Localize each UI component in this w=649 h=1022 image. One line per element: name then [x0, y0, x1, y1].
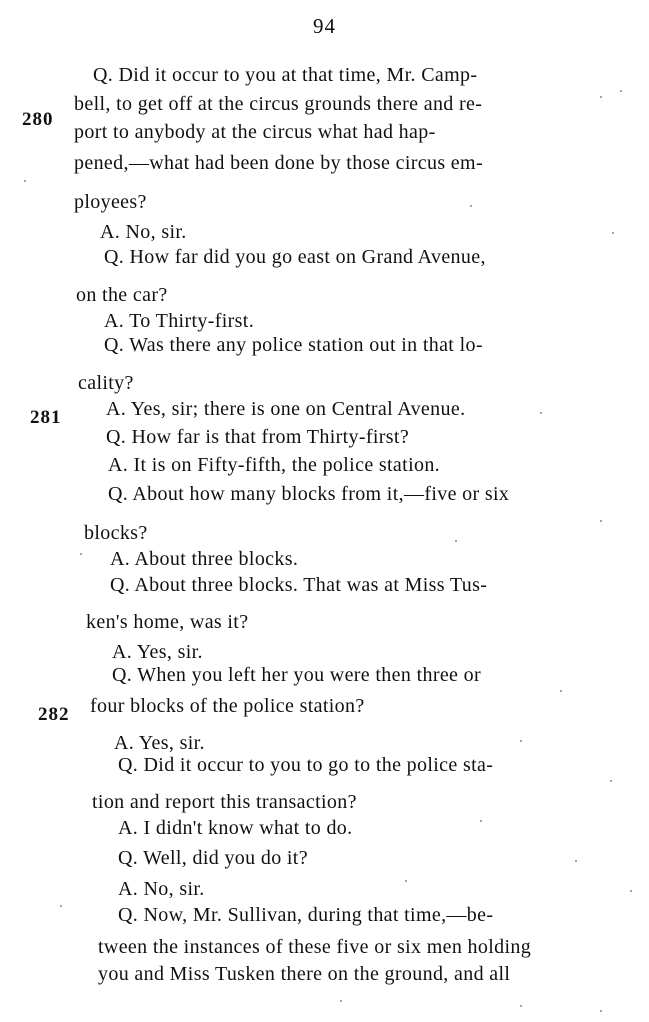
text-line: Q. Did it occur to you at that time, Mr. Camp-	[93, 64, 478, 86]
text-line: tion and report this transaction?	[92, 791, 357, 813]
text-line: bell, to get off at the circus grounds there and re-	[74, 93, 483, 115]
text-line: Q. Was there any police station out in that lo-	[104, 334, 483, 356]
text-line: A. I didn't know what to do.	[118, 817, 353, 839]
text-line: cality?	[78, 372, 134, 394]
text-line: on the car?	[76, 284, 168, 306]
text-line: ployees?	[74, 191, 147, 213]
text-line: Q. Did it occur to you to go to the police sta-	[118, 754, 494, 776]
text-line: A. No, sir.	[100, 221, 187, 243]
text-line: A. To Thirty-first.	[104, 310, 255, 332]
text-line: Q. How far is that from Thirty-first?	[106, 426, 410, 448]
page-number: 94	[313, 14, 336, 38]
text-line: blocks?	[84, 522, 148, 544]
text-line: tween the instances of these five or six men holding	[98, 936, 532, 958]
text-line: four blocks of the police station?	[90, 695, 365, 717]
text-line: A. Yes, sir.	[114, 732, 205, 754]
margin-number-280: 280	[22, 109, 54, 130]
text-line: A. It is on Fifty-fifth, the police station.	[108, 454, 441, 476]
text-line: A. About three blocks.	[110, 548, 299, 570]
text-line: pened,—what had been done by those circus em-	[74, 152, 483, 174]
text-line: A. No, sir.	[118, 878, 205, 900]
text-line: A. Yes, sir.	[112, 641, 203, 663]
text-line: you and Miss Tusken there on the ground, and all	[98, 963, 511, 985]
text-line: A. Yes, sir; there is one on Central Avenue.	[106, 398, 466, 420]
text-line: ken's home, was it?	[86, 611, 249, 633]
text-line: Q. Well, did you do it?	[118, 847, 308, 869]
text-line: Q. About three blocks. That was at Miss Tus-	[110, 574, 488, 596]
text-line: Q. About how many blocks from it,—five or six	[108, 483, 510, 505]
margin-number-281: 281	[30, 407, 62, 428]
text-line: Q. When you left her you were then three or	[112, 664, 481, 686]
margin-number-282: 282	[38, 704, 70, 725]
text-line: Q. How far did you go east on Grand Avenue,	[104, 246, 486, 268]
text-line: port to anybody at the circus what had hap-	[74, 121, 436, 143]
text-line: Q. Now, Mr. Sullivan, during that time,—be-	[118, 904, 494, 926]
